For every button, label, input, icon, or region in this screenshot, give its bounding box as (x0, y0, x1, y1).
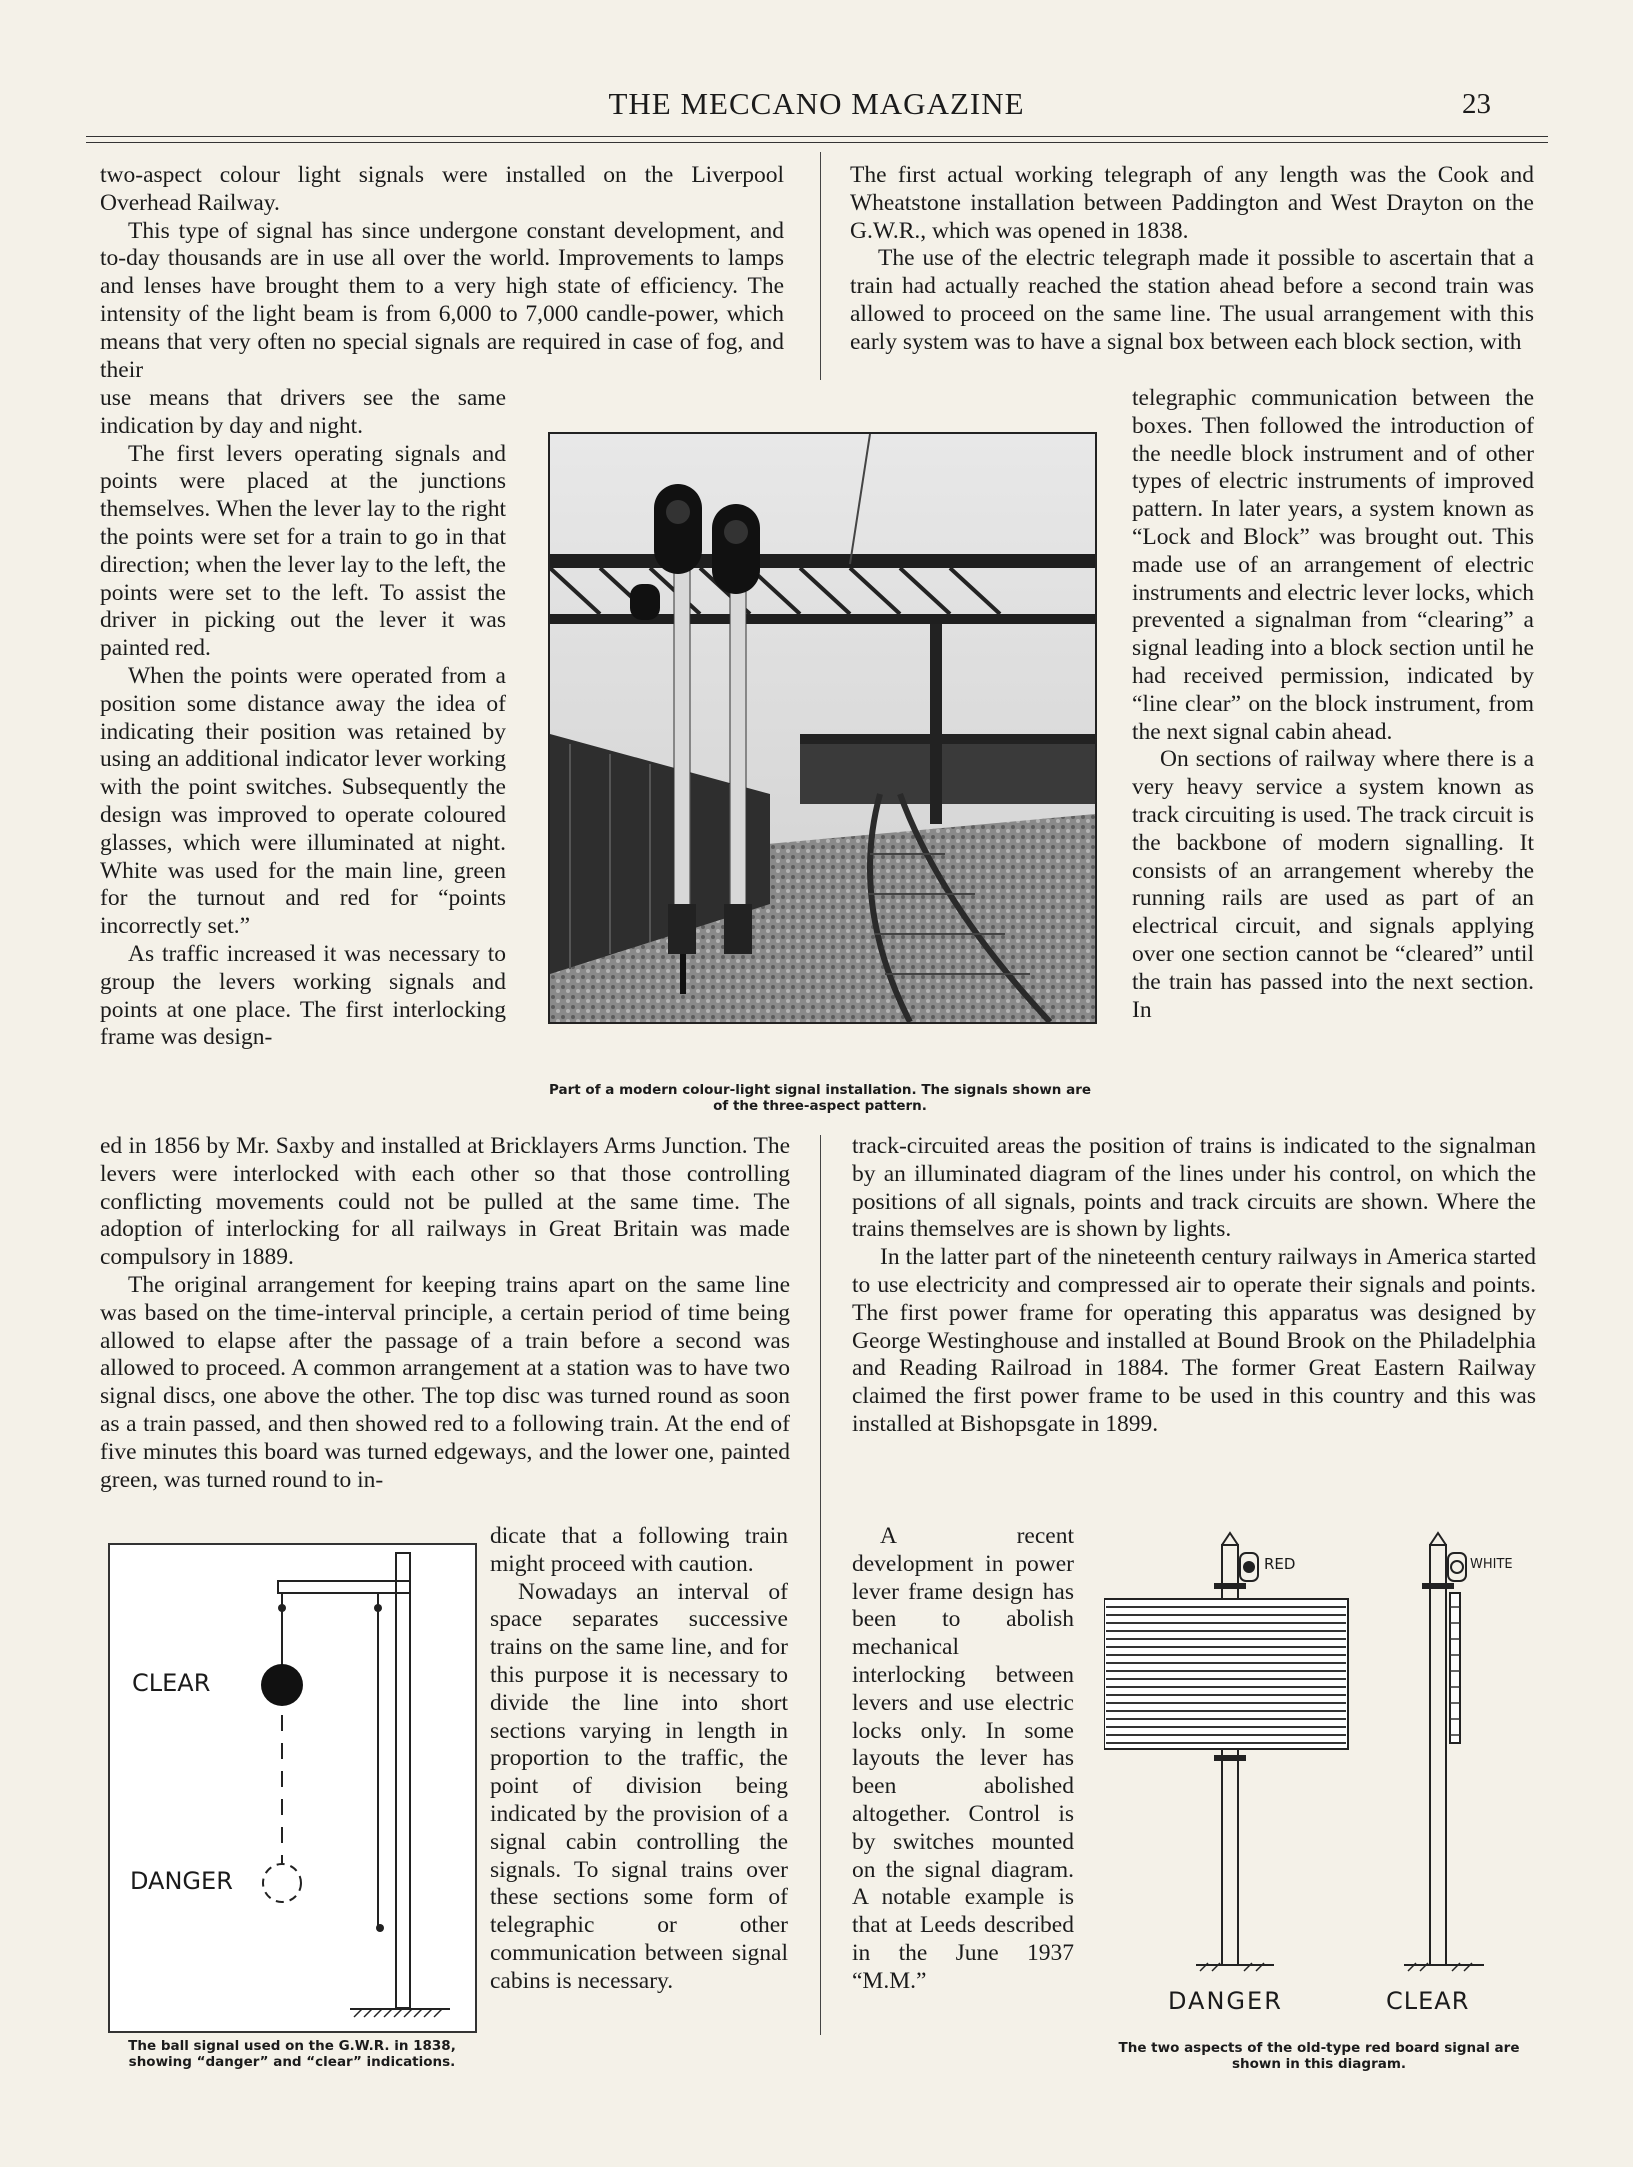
column-divider-top (820, 152, 821, 380)
signal-installation-photo (548, 432, 1097, 1024)
railway-photo-illustration (550, 434, 1095, 1022)
board-signal-caption: The two aspects of the old-type red board signal are shown in this diagram. (1118, 2040, 1520, 2072)
paragraph: telegraphic communication between the boxes. Then followed the introduction of the needle block instrument and of other types of electric instruments of improved pattern. In later years, a system known as “Lock and Block” was brought out. This made use of an arrangement of electric instruments and electric lever locks, which prevented a signalman from “clearing” a signal leading into a block section until he had received permission, indicated by “line clear” on the block instrument, from the next signal cabin ahead. (1132, 385, 1534, 745)
paragraph: When the points were operated from a position some distance away the idea of indicating their position was retained by using an additional indicator lever working with the point switches. Subsequently the design was improved to operate coloured glasses, which were illuminated at night. White was used for the main line, green for the turnout and red for “points incorrectly set.” (100, 662, 506, 940)
paragraph: use means that drivers see the same indication by day and night. (100, 385, 506, 439)
paragraph: On sections of railway where there is a very heavy service a system known as track circuiting is used. The track circuit is the backbone of modern signalling. It consists of an arrangement whereby the running rails are used as part of an electrical circuit, and signals applying over one section cannot be “cleared” until the train has passed into the next section. In (1132, 746, 1534, 1023)
danger-label: DANGER (130, 1867, 233, 1895)
ball-signal-diagram (110, 1545, 475, 2031)
right-column-top (850, 162, 1534, 357)
paragraph: The first levers operating signals and points were placed at the junctions themselves. When the lever lay to the right the points were set for a train to go in that direction; when the lever lay to the left, the points were set to the left. To assist the driver in picking out the lever it was painted red. (100, 440, 506, 662)
column-divider-bottom (820, 1135, 821, 2035)
paragraph: In the latter part of the nineteenth century railways in America started to use electricity and compressed air to operate their signals and points. The first power frame for operating this apparatus was designed by George Westinghouse and installed at Bound Brook on the Philadelphia and Reading Railroad in 1884. The former Great Eastern Railway claimed the first power frame to be used in this country and this was installed at Bishopsgate in 1899. (852, 1244, 1536, 1437)
magazine-title: THE MECCANO MAGAZINE (608, 86, 1025, 121)
red-lamp-label: RED (1264, 1555, 1296, 1573)
paragraph: Nowadays an interval of space separates successive trains on the same line, and for this purpose it is necessary to divide the line into short sections varying in length in proportion to the traffic, the point of division being indicated by the provision of a signal cabin controlling the signals. To signal trains over these sections some form of telegraphic or other communication between signal cabins is necessary. (490, 1578, 788, 1994)
clear-label: CLEAR (132, 1669, 211, 1697)
ball-signal-figure (108, 1543, 477, 2033)
header-rule-top (86, 136, 1548, 137)
white-lamp-label: WHITE (1470, 1557, 1513, 1572)
left-column-top (100, 162, 784, 384)
paragraph: The original arrangement for keeping trains apart on the same line was based on the time-interval principle, a certain period of time being allowed to elapse after the passage of a train before a second was allowed to proceed. A common arrangement at a station was to have two signal discs, one above the other. The top disc was turned round as soon as a train passed, and then showed red to a following train. At the end of five minutes this board was turned edgeways, and the lower one, painted green, was turned round to in- (100, 1271, 790, 1493)
right-column-bottom-narrow (852, 1523, 1074, 1996)
paragraph: As traffic increased it was necessary to group the levers working signals and points at one place. The first interlocking frame was design- (100, 940, 506, 1051)
board-signal-figure (1104, 1527, 1540, 2031)
right-column-mid (852, 1133, 1536, 1439)
right-column-narrow (1132, 385, 1534, 1024)
paragraph: The first actual working telegraph of any length was the Cook and Wheatstone installation between Paddington and West Drayton on the G.W.R., which was opened in 1838. (850, 162, 1534, 244)
photo-caption: Part of a modern colour-light signal installation. The signals shown are of the three-aspect pattern. (548, 1082, 1092, 1114)
header-rule-bottom (86, 142, 1548, 143)
paragraph: A recent development in power lever frame design has been to abolish mechanical interlocking between levers and use electric locks only. In some layouts the lever has been abolished altogether. Control is by switches mounted on the signal diagram. A notable example is that at Leeds described in the June 1937 “M.M.” (852, 1523, 1074, 1994)
danger-label: DANGER (1168, 1987, 1283, 2015)
ball-signal-caption: The ball signal used on the G.W.R. in 1838, showing “danger” and “clear” indications. (128, 2038, 456, 2070)
left-column-bottom-narrow (490, 1523, 788, 1996)
paragraph: two-aspect colour light signals were installed on the Liverpool Overhead Railway. (100, 162, 784, 216)
left-column-narrow (100, 385, 506, 1052)
paragraph: ed in 1856 by Mr. Saxby and installed at Bricklayers Arms Junction. The levers were interlocked with each other so that those controlling conflicting movements could not be pulled at the same time. The adoption of interlocking for all railways in Great Britain was made compulsory in 1889. (100, 1133, 790, 1271)
left-column-mid (100, 1133, 790, 1494)
paragraph: The use of the electric telegraph made it possible to ascertain that a train had actually reached the station ahead before a second train was allowed to proceed on the same line. The usual arrangement with this early system was to have a signal box between each block section, with (850, 245, 1534, 355)
paragraph: track-circuited areas the position of trains is indicated to the signalman by an illuminated diagram of the lines under his control, on which the positions of all signals, points and track circuits are shown. Where the trains themselves are is shown by lights. (852, 1133, 1536, 1243)
clear-label: CLEAR (1386, 1987, 1470, 2015)
page-number: 23 (1462, 88, 1491, 120)
paragraph: dicate that a following train might proceed with caution. (490, 1523, 788, 1577)
board-signal-diagram (1104, 1527, 1540, 2031)
paragraph: This type of signal has since undergone constant development, and to-day thousands are in use all over the world. Improvements to lamps and lenses have brought them to a very high state of efficiency. The intensity of the light beam is from 6,000 to 7,000 candle-power, which means that very often no special signals are required in case of fog, and their (100, 217, 784, 383)
